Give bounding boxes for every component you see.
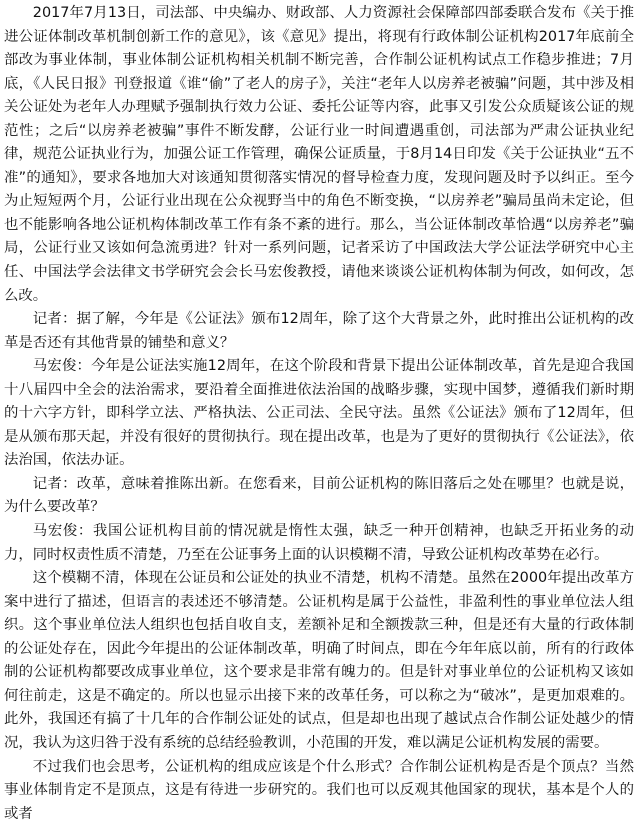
reporter-question-1: 记者：据了解，今年是《公证法》颁布12周年，除了这个大背景之外，此时推出公证机构的改革是否还有其他背景的铺垫和意义？ <box>4 308 634 355</box>
article-body <box>4 2 634 826</box>
reporter-question-2: 记者：改革，意味着推陈出新。在您看来，目前公证机构的陈旧落后之处在哪里？也就是说，为什么要改革？ <box>4 473 634 520</box>
ma-hongjun-answer-2: 马宏俊：我国公证机构目前的情况就是惰性太强，缺乏一种开创精神，也缺乏开拓业务的动力，同时权责性质不清楚，乃至在公证事务上面的认识模糊不清，导致公证机构改革势在必行。 <box>4 520 634 567</box>
ma-hongjun-answer-1: 马宏俊：今年是公证法实施12周年，在这个阶段和背景下提出公证体制改革，首先是迎合我国十八届四中全会的法治需求，要沿着全面推进依法治国的战略步骤，实现中国梦，遵循我们新时期的十六字方针，即科学立法、严格执法、公正司法、全民守法。虽然《公证法》颁布了12周年，但是从颁布那天起，并没有很好的贯彻执行。现在提出改革，也是为了更好的贯彻执行《公证法》，依法治国，依法办证。 <box>4 355 634 473</box>
intro-paragraph: 2017年7月13日，司法部、中央编办、财政部、人力资源社会保障部四部委联合发布《关于推进公证体制改革机制创新工作的意见》，该《意见》提出，将现有行政体制公证机构2017年底前全部改为事业体制，事业体制公证机构相关机制不断完善，合作制公证机构试点工作稳步推进；7月底，《人民日报》刊登报道《谁“偷”了老人的房子》，关注“老年人以房养老被骗”问题，其中涉及相关公证处为老年人办理赋予强制执行效力公证、委托公证等内容，此事又引发公众质疑该公证的规范性；之后“以房养老被骗”事件不断发酵，公证行业一时间遭遇重创，司法部为严肃公证执业纪律，规范公证执业行为，加强公证工作管理，确保公证质量，于8月14日印发《关于公证执业“五不准”的通知》，要求各地加大对该通知贯彻落实情况的督导检查力度，发现问题及时予以纠正。至今为止短短两个月，公证行业出现在公众视野当中的角色不断变换，“以房养老”骗局虽尚未定论，但也不能影响各地公证机构体制改革工作有条不紊的进行。那么，当公证体制改革恰遇“以房养老”骗局，公证行业又该如何急流勇进？针对一系列问题，记者采访了中国政法大学公证法学研究中心主任、中国法学会法律文书学研究会会长马宏俊教授，请他来谈谈公证机构体制为何改，如何改，怎么改。 <box>4 2 634 308</box>
answer-paragraph-continued: 这个模糊不清，体现在公证员和公证处的执业不清楚，机构不清楚。虽然在2000年提出改革方案中进行了描述，但语言的表述还不够清楚。公证机构是属于公益性，非盈利性的事业单位法人组织。这个事业单位法人组织也包括自收自支，差额补足和全额拨款三种，但是还有大量的行政体制的公证处存在，因此今年提出的公证体制改革，明确了时间点，即在今年年底以前，所有的行政体制的公证机构都要改成事业单位，这个要求是非常有魄力的。但是针对事业单位的公证机构又该如何往前走，这是不确定的。所以也显示出接下来的改革任务，可以称之为“破冰”，是更加艰难的。此外，我国还有搞了十几年的合作制公证处的试点，但是却也出现了越试点合作制公证处越少的情况，我认为这归咎于没有系统的总结经验教训，小范围的开发，难以满足公证机构发展的需要。 <box>4 567 634 755</box>
closing-paragraph: 不过我们也会思考，公证机构的组成应该是个什么形式？合作制公证机构是否是个顶点？当然事业体制肯定不是顶点，这是有待进一步研究的。我们也可以反观其他国家的现状，基本是个人的或者 <box>4 756 634 826</box>
